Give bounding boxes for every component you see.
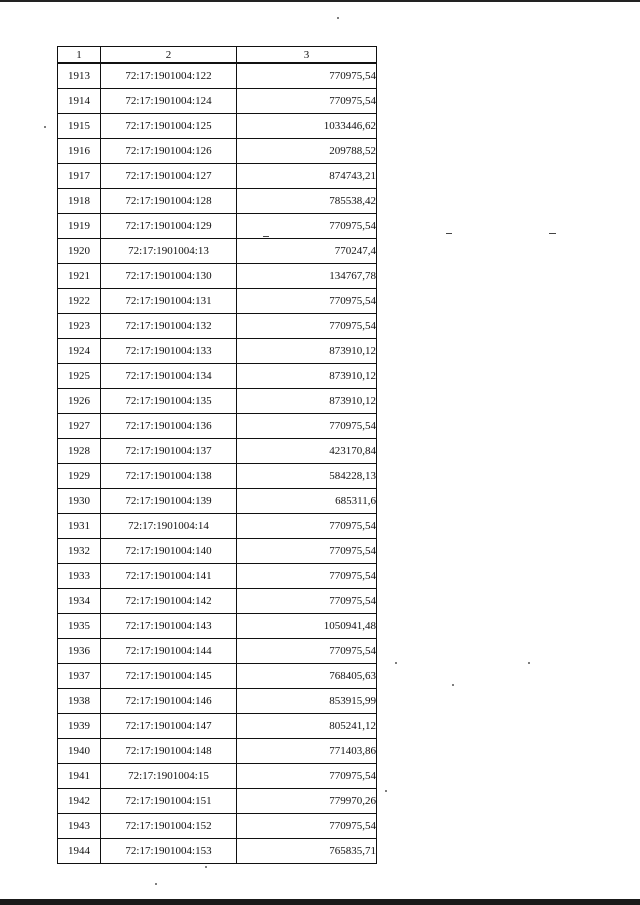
table-row bbox=[58, 814, 377, 839]
scan-speck bbox=[44, 126, 46, 128]
cadastral-value-cell: 770975,54 bbox=[237, 639, 377, 664]
cadastral-value-cell: 584228,13 bbox=[237, 464, 377, 489]
row-number-cell: 1928 bbox=[58, 439, 101, 464]
row-number-cell: 1933 bbox=[58, 564, 101, 589]
table-row bbox=[58, 314, 377, 339]
scan-bottom-edge bbox=[0, 899, 640, 905]
cadastral-number-cell: 72:17:1901004:148 bbox=[101, 739, 237, 764]
row-number-cell: 1935 bbox=[58, 614, 101, 639]
row-number-cell: 1923 bbox=[58, 314, 101, 339]
cadastral-number-cell: 72:17:1901004:143 bbox=[101, 614, 237, 639]
cadastral-number-cell: 72:17:1901004:144 bbox=[101, 639, 237, 664]
row-number-cell: 1919 bbox=[58, 214, 101, 239]
cadastral-value-cell: 134767,78 bbox=[237, 264, 377, 289]
row-number-cell: 1930 bbox=[58, 489, 101, 514]
cadastral-value-cell: 770975,54 bbox=[237, 314, 377, 339]
cadastral-value-cell: 770975,54 bbox=[237, 514, 377, 539]
scan-speck bbox=[528, 662, 530, 664]
cadastral-value-cell: 873910,12 bbox=[237, 339, 377, 364]
column-header: 3 bbox=[237, 47, 377, 64]
cadastral-number-cell: 72:17:1901004:134 bbox=[101, 364, 237, 389]
cadastral-value-cell: 770975,54 bbox=[237, 89, 377, 114]
cadastral-number-cell: 72:17:1901004:133 bbox=[101, 339, 237, 364]
cadastral-number-cell: 72:17:1901004:127 bbox=[101, 164, 237, 189]
row-number-cell: 1915 bbox=[58, 114, 101, 139]
cadastral-value-cell: 685311,6 bbox=[237, 489, 377, 514]
table-row bbox=[58, 614, 377, 639]
table-row bbox=[58, 714, 377, 739]
row-number-cell: 1916 bbox=[58, 139, 101, 164]
table-row bbox=[58, 589, 377, 614]
table-row bbox=[58, 839, 377, 864]
cadastral-number-cell: 72:17:1901004:142 bbox=[101, 589, 237, 614]
cadastral-value-cell: 874743,21 bbox=[237, 164, 377, 189]
table-row bbox=[58, 239, 377, 264]
table-row bbox=[58, 764, 377, 789]
cadastral-value-cell: 1033446,62 bbox=[237, 114, 377, 139]
row-number-cell: 1921 bbox=[58, 264, 101, 289]
row-number-cell: 1939 bbox=[58, 714, 101, 739]
table-row bbox=[58, 164, 377, 189]
cadastral-number-cell: 72:17:1901004:136 bbox=[101, 414, 237, 439]
cadastral-number-cell: 72:17:1901004:129 bbox=[101, 214, 237, 239]
cadastral-value-cell: 770975,54 bbox=[237, 539, 377, 564]
row-number-cell: 1934 bbox=[58, 589, 101, 614]
row-number-cell: 1931 bbox=[58, 514, 101, 539]
row-number-cell: 1914 bbox=[58, 89, 101, 114]
cadastral-value-cell: 770975,54 bbox=[237, 564, 377, 589]
scan-speck bbox=[337, 17, 339, 19]
table-row bbox=[58, 114, 377, 139]
table-row bbox=[58, 264, 377, 289]
row-number-cell: 1918 bbox=[58, 189, 101, 214]
cadastral-number-cell: 72:17:1901004:138 bbox=[101, 464, 237, 489]
table-row bbox=[58, 364, 377, 389]
cadastral-value-cell: 770975,54 bbox=[237, 414, 377, 439]
scan-speck bbox=[395, 662, 397, 664]
cadastral-number-cell: 72:17:1901004:147 bbox=[101, 714, 237, 739]
cadastral-value-cell: 771403,86 bbox=[237, 739, 377, 764]
table-row bbox=[58, 339, 377, 364]
table-row bbox=[58, 539, 377, 564]
scan-speck bbox=[205, 866, 207, 868]
row-number-cell: 1927 bbox=[58, 414, 101, 439]
cadastral-number-cell: 72:17:1901004:135 bbox=[101, 389, 237, 414]
cadastral-value-cell: 770975,54 bbox=[237, 289, 377, 314]
cadastral-number-cell: 72:17:1901004:124 bbox=[101, 89, 237, 114]
cadastral-number-cell: 72:17:1901004:137 bbox=[101, 439, 237, 464]
cadastral-value-cell: 423170,84 bbox=[237, 439, 377, 464]
scan-speck bbox=[385, 790, 387, 792]
row-number-cell: 1940 bbox=[58, 739, 101, 764]
row-number-cell: 1917 bbox=[58, 164, 101, 189]
table-row bbox=[58, 439, 377, 464]
row-number-cell: 1942 bbox=[58, 789, 101, 814]
table-row bbox=[58, 289, 377, 314]
cadastral-value-table bbox=[57, 46, 377, 864]
row-number-cell: 1943 bbox=[58, 814, 101, 839]
table-row bbox=[58, 214, 377, 239]
table-row bbox=[58, 664, 377, 689]
row-number-cell: 1937 bbox=[58, 664, 101, 689]
table-row bbox=[58, 789, 377, 814]
row-number-cell: 1925 bbox=[58, 364, 101, 389]
cadastral-value-cell: 873910,12 bbox=[237, 364, 377, 389]
cadastral-value-cell: 768405,63 bbox=[237, 664, 377, 689]
cadastral-number-cell: 72:17:1901004:140 bbox=[101, 539, 237, 564]
scan-speck bbox=[452, 684, 454, 686]
cadastral-number-cell: 72:17:1901004:145 bbox=[101, 664, 237, 689]
cadastral-number-cell: 72:17:1901004:128 bbox=[101, 189, 237, 214]
row-number-cell: 1929 bbox=[58, 464, 101, 489]
row-number-cell: 1941 bbox=[58, 764, 101, 789]
cadastral-number-cell: 72:17:1901004:13 bbox=[101, 239, 237, 264]
cadastral-number-cell: 72:17:1901004:132 bbox=[101, 314, 237, 339]
row-number-cell: 1920 bbox=[58, 239, 101, 264]
row-number-cell: 1926 bbox=[58, 389, 101, 414]
cadastral-number-cell: 72:17:1901004:15 bbox=[101, 764, 237, 789]
cadastral-value-cell: 209788,52 bbox=[237, 139, 377, 164]
row-number-cell: 1938 bbox=[58, 689, 101, 714]
row-number-cell: 1944 bbox=[58, 839, 101, 864]
scan-dash bbox=[549, 233, 556, 234]
table-row bbox=[58, 389, 377, 414]
row-number-cell: 1913 bbox=[58, 63, 101, 89]
column-header: 1 bbox=[58, 47, 101, 64]
cadastral-number-cell: 72:17:1901004:126 bbox=[101, 139, 237, 164]
cadastral-number-cell: 72:17:1901004:130 bbox=[101, 264, 237, 289]
cadastral-value-cell: 853915,99 bbox=[237, 689, 377, 714]
cadastral-value-cell: 770975,54 bbox=[237, 63, 377, 89]
row-number-cell: 1922 bbox=[58, 289, 101, 314]
table-row bbox=[58, 464, 377, 489]
cadastral-value-cell: 873910,12 bbox=[237, 389, 377, 414]
cadastral-value-cell: 770247,4 bbox=[237, 239, 377, 264]
table-row bbox=[58, 139, 377, 164]
table-row bbox=[58, 639, 377, 664]
scan-speck bbox=[155, 883, 157, 885]
cadastral-value-cell: 785538,42 bbox=[237, 189, 377, 214]
table-row bbox=[58, 489, 377, 514]
table-row bbox=[58, 564, 377, 589]
table-row bbox=[58, 514, 377, 539]
row-number-cell: 1924 bbox=[58, 339, 101, 364]
cadastral-value-cell: 770975,54 bbox=[237, 764, 377, 789]
cadastral-value-cell: 805241,12 bbox=[237, 714, 377, 739]
cadastral-number-cell: 72:17:1901004:141 bbox=[101, 564, 237, 589]
cadastral-value-cell: 770975,54 bbox=[237, 814, 377, 839]
table-row bbox=[58, 414, 377, 439]
cadastral-number-cell: 72:17:1901004:146 bbox=[101, 689, 237, 714]
column-header: 2 bbox=[101, 47, 237, 64]
table-row bbox=[58, 739, 377, 764]
cadastral-number-cell: 72:17:1901004:14 bbox=[101, 514, 237, 539]
cadastral-number-cell: 72:17:1901004:125 bbox=[101, 114, 237, 139]
cadastral-number-cell: 72:17:1901004:152 bbox=[101, 814, 237, 839]
cadastral-number-cell: 72:17:1901004:122 bbox=[101, 63, 237, 89]
table-row bbox=[58, 89, 377, 114]
scan-dash bbox=[446, 233, 452, 234]
row-number-cell: 1932 bbox=[58, 539, 101, 564]
cadastral-number-cell: 72:17:1901004:151 bbox=[101, 789, 237, 814]
cadastral-value-cell: 1050941,48 bbox=[237, 614, 377, 639]
cadastral-number-cell: 72:17:1901004:139 bbox=[101, 489, 237, 514]
scan-top-edge bbox=[0, 0, 640, 2]
cadastral-value-cell: 770975,54 bbox=[237, 589, 377, 614]
table-row bbox=[58, 63, 377, 89]
cadastral-value-cell: 765835,71 bbox=[237, 839, 377, 864]
cadastral-number-cell: 72:17:1901004:153 bbox=[101, 839, 237, 864]
row-number-cell: 1936 bbox=[58, 639, 101, 664]
table-row bbox=[58, 689, 377, 714]
cadastral-value-cell: 779970,26 bbox=[237, 789, 377, 814]
cadastral-value-cell: 770975,54 bbox=[237, 214, 377, 239]
table-row bbox=[58, 189, 377, 214]
cadastral-number-cell: 72:17:1901004:131 bbox=[101, 289, 237, 314]
table-header-row bbox=[58, 47, 377, 64]
